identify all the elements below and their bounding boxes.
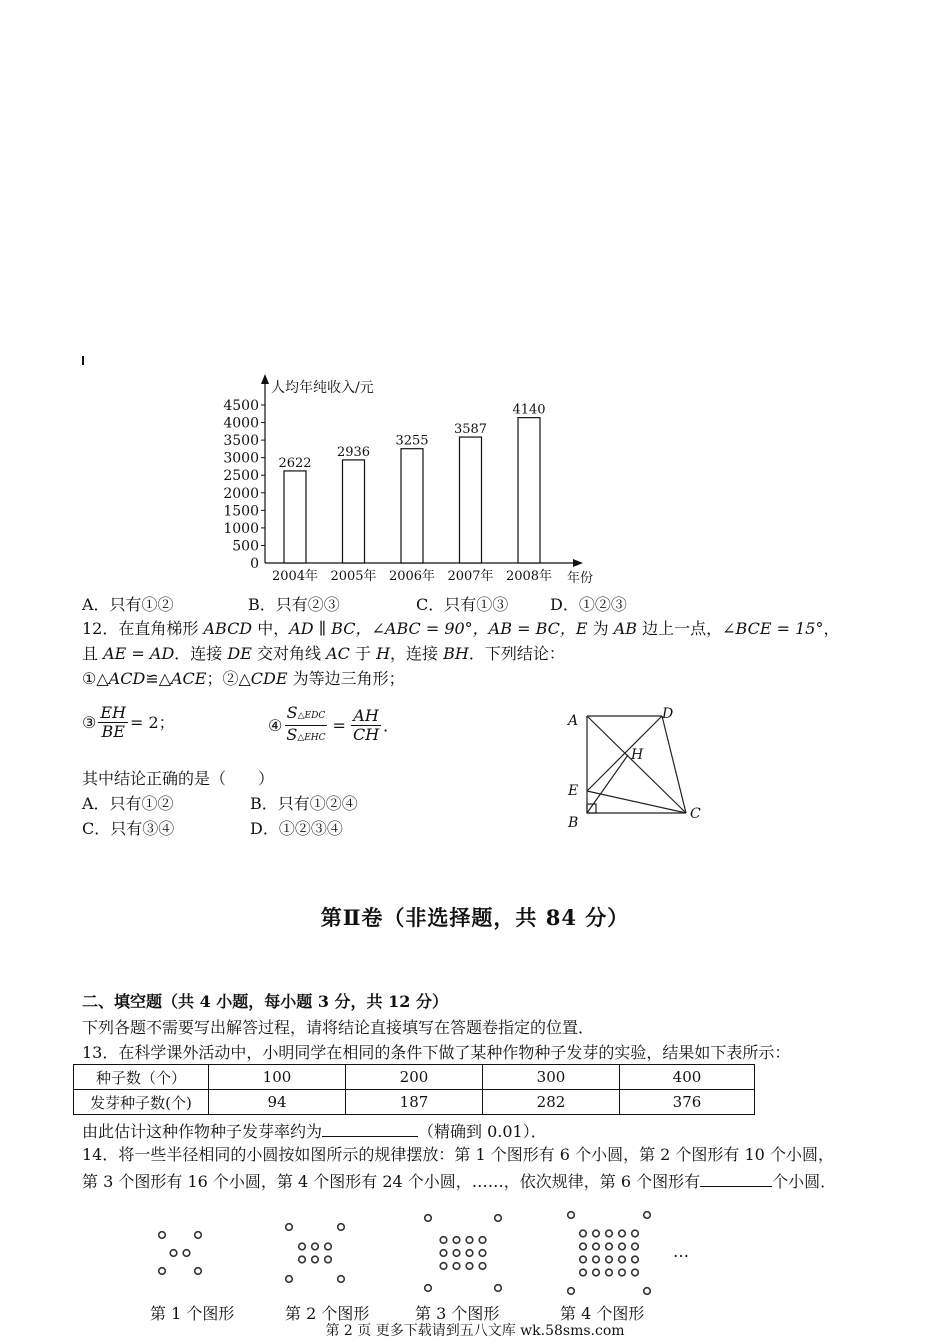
x-axis-label: 年份 <box>567 571 594 586</box>
q12-line-2 <box>82 644 565 664</box>
bar-value-label: 3587 <box>453 422 488 438</box>
q12-math: ≌ <box>145 669 159 688</box>
small-circle <box>159 1268 166 1275</box>
small-circle <box>632 1243 639 1250</box>
q12-option-c: C．只有③④ <box>82 819 175 838</box>
area-symbol: S <box>286 725 298 744</box>
small-circle <box>632 1269 639 1276</box>
small-circle <box>440 1263 447 1270</box>
q14-text: 个小圆． <box>772 1172 837 1191</box>
figure-label-2: 第 2 个图形 <box>285 1304 370 1323</box>
q12-text: ④ <box>268 715 283 735</box>
q12-text: ， <box>823 619 840 638</box>
q12-math: ∠BCE = 15° <box>722 619 824 638</box>
q12-text: ③ <box>82 712 97 732</box>
small-circle <box>286 1276 293 1283</box>
label-e: E <box>568 783 579 799</box>
table-cell: 282 <box>483 1090 620 1115</box>
y-tick-label: 1500 <box>223 503 259 520</box>
q12-text: 于 <box>349 644 377 663</box>
table-cell: 200 <box>346 1065 483 1090</box>
q13-text: （精确到 0.01）． <box>418 1122 547 1141</box>
small-circle <box>580 1256 587 1263</box>
q12-math: △ACE <box>158 669 207 688</box>
label-h: H <box>631 747 644 763</box>
table-cell: 发芽种子数(个) <box>74 1090 209 1115</box>
table-cell: 94 <box>209 1090 346 1115</box>
q12-text: 边上一点， <box>637 619 723 638</box>
bar-value-label: 3255 <box>395 433 429 449</box>
q12-option-a: A．只有①② <box>82 794 174 813</box>
diagonal-ac <box>587 716 686 813</box>
x-tick-label: 2006年 <box>388 569 436 584</box>
stray-mark <box>82 356 84 365</box>
q12-text: ．连接 <box>174 644 228 663</box>
small-circle <box>644 1288 651 1295</box>
table-row <box>74 1065 755 1090</box>
page-footer: 第 2 页 更多下载请到五八文库 wk.58sms.com <box>325 1323 625 1339</box>
q12-text: 中， <box>252 619 290 638</box>
answer-blank[interactable] <box>700 1170 772 1187</box>
label-b: B <box>568 815 579 830</box>
y-axis-arrow <box>261 374 269 384</box>
small-circle <box>568 1212 575 1219</box>
small-circle <box>299 1256 306 1263</box>
small-circle <box>425 1285 432 1292</box>
figure-label-1: 第 1 个图形 <box>150 1304 235 1323</box>
small-circle <box>479 1250 486 1257</box>
section-2-heading: 二、填空题（共 4 小题，每小题 3 分，共 12 分） <box>82 992 448 1011</box>
table-row <box>74 1090 755 1115</box>
q12-math: AE = AD <box>103 644 175 663</box>
q12-text: = 2； <box>129 712 175 732</box>
fraction-denominator: BE <box>101 722 125 741</box>
x-tick-label: 2008年 <box>505 569 553 584</box>
small-circle <box>195 1268 202 1275</box>
q12-text: 交对角线 <box>251 644 327 663</box>
small-circle <box>325 1243 332 1250</box>
bar-value-label: 2936 <box>336 444 371 460</box>
q12-option-d: D．①②③④ <box>250 819 343 838</box>
q14-line-1: 14．将一些半径相同的小圆按如图所示的规律摆放：第 1 个图形有 6 个小圆，第 2 个图形有 10 个小圆， <box>82 1145 834 1164</box>
q12-text: 为等边三角形； <box>287 669 405 688</box>
small-circle <box>593 1269 600 1276</box>
small-circle <box>593 1256 600 1263</box>
bar <box>284 471 306 563</box>
seed-table <box>73 1064 755 1115</box>
q12-math: AC <box>326 644 350 663</box>
small-circle <box>453 1263 460 1270</box>
small-circle <box>286 1224 293 1231</box>
q12-text: ① <box>82 669 97 688</box>
bar-value-label: 4140 <box>512 402 546 418</box>
area-subscript: △EHC <box>297 733 326 743</box>
fraction-denominator: CH <box>352 725 380 744</box>
q12-fraction <box>351 707 381 744</box>
fraction-numerator: AH <box>353 706 379 725</box>
q12-math: DE <box>227 644 252 663</box>
circle-pattern-figures <box>140 1205 700 1305</box>
small-circle <box>440 1237 447 1244</box>
table-cell: 376 <box>620 1090 755 1115</box>
q12-conclusion-4 <box>268 704 399 747</box>
small-circle <box>580 1230 587 1237</box>
y-tick-label: 4000 <box>223 415 259 432</box>
label-a: A <box>568 713 579 729</box>
label-d: D <box>662 706 674 722</box>
small-circle <box>632 1256 639 1263</box>
q12-text: = <box>332 715 346 735</box>
y-tick-label: 3000 <box>223 450 259 467</box>
small-circle <box>606 1243 613 1250</box>
small-circle <box>568 1288 575 1295</box>
small-circle <box>159 1232 166 1239</box>
q12-area-fraction <box>284 704 327 747</box>
q13-answer-line <box>82 1120 547 1142</box>
table-cell: 400 <box>620 1065 755 1090</box>
small-circle <box>425 1215 432 1222</box>
y-tick-label: 2000 <box>223 485 259 502</box>
trapezoid-figure <box>560 700 710 830</box>
small-circle <box>466 1250 473 1257</box>
small-circle <box>466 1263 473 1270</box>
q12-text: ；② <box>206 669 239 688</box>
part-2-title: 第Ⅱ卷（非选择题，共 84 分） <box>320 905 630 930</box>
q11-option-b: B．只有②③ <box>248 595 340 614</box>
small-circle <box>299 1243 306 1250</box>
table-cell: 种子数（个） <box>74 1065 209 1090</box>
small-circle <box>495 1285 502 1292</box>
table-cell: 187 <box>346 1090 483 1115</box>
q12-text: ． <box>383 715 400 735</box>
small-circle <box>580 1269 587 1276</box>
y-axis-label: 人均年纯收入/元 <box>271 380 374 396</box>
x-tick-label: 2005年 <box>330 569 377 584</box>
area-subscript: △EDC <box>297 711 326 721</box>
q12-line-1 <box>82 619 839 639</box>
q11-option-c: C．只有①③ <box>416 595 509 614</box>
figure-label-3: 第 3 个图形 <box>415 1304 500 1323</box>
small-circle <box>619 1243 626 1250</box>
q12-conclusions-1-2 <box>82 669 405 689</box>
small-circle <box>170 1250 177 1257</box>
table-cell: 100 <box>209 1065 346 1090</box>
area-symbol: S <box>286 703 298 722</box>
small-circle <box>606 1269 613 1276</box>
bar <box>460 437 482 563</box>
label-c: C <box>690 806 701 822</box>
y-tick-label: 0 <box>250 556 259 572</box>
small-circle <box>312 1256 319 1263</box>
small-circle <box>593 1243 600 1250</box>
small-circle <box>632 1230 639 1237</box>
q13-text: 由此估计这种作物种子发芽率约为 <box>82 1122 323 1141</box>
q12-fraction <box>98 704 128 741</box>
q12-option-b: B．只有①②④ <box>250 794 358 813</box>
small-circle <box>479 1237 486 1244</box>
q12-math: △ACD <box>96 669 146 688</box>
q12-math: ABCD <box>203 619 253 638</box>
q12-text: ．下列结论： <box>468 644 565 663</box>
y-tick-label: 2500 <box>223 468 259 485</box>
x-axis-arrow <box>573 559 583 567</box>
q13-text: 13．在科学课外活动中，小明同学在相同的条件下做了某种作物种子发芽的实验，结果如下表所示： <box>82 1043 791 1062</box>
q12-math: AB <box>613 619 638 638</box>
q12-text: 12．在直角梯形 <box>82 619 204 638</box>
small-circle <box>619 1256 626 1263</box>
small-circle <box>479 1263 486 1270</box>
x-tick-label: 2007年 <box>447 569 494 584</box>
small-circle <box>453 1237 460 1244</box>
table-cell: 300 <box>483 1065 620 1090</box>
segment-ec <box>587 791 686 813</box>
small-circle <box>312 1243 319 1250</box>
x-tick-label: 2004年 <box>271 569 319 584</box>
segment-dc <box>662 716 686 813</box>
bar <box>401 449 423 563</box>
q12-math: △CDE <box>238 669 288 688</box>
q12-math: H <box>376 644 391 663</box>
q12-math: AD ∥ BC，∠ABC = 90°，AB = BC，E <box>289 619 588 638</box>
section-2-intro: 下列各题不需要写出解答过程，请将结论直接填写在答题卷指定的位置． <box>82 1018 595 1037</box>
small-circle <box>338 1276 345 1283</box>
q12-text: 且 <box>82 644 104 663</box>
y-tick-label: 1000 <box>223 520 259 537</box>
y-tick-label: 4500 <box>223 398 259 414</box>
small-circle <box>440 1250 447 1257</box>
answer-blank[interactable] <box>322 1120 418 1137</box>
fraction-numerator: EH <box>100 703 126 722</box>
pattern-ellipsis: … <box>673 1242 689 1261</box>
small-circle <box>466 1237 473 1244</box>
small-circle <box>619 1230 626 1237</box>
y-tick-label: 3500 <box>223 433 259 450</box>
q14-text: 第 3 个图形有 16 个小圆，第 4 个图形有 24 个小圆，……，依次规律，第 6 个图形有 <box>82 1172 701 1191</box>
small-circle <box>183 1250 190 1257</box>
small-circle <box>325 1256 332 1263</box>
q12-question: 其中结论正确的是（ ） <box>82 769 275 788</box>
small-circle <box>580 1243 587 1250</box>
bar <box>518 418 540 563</box>
q12-conclusion-3 <box>82 704 175 741</box>
small-circle <box>619 1269 626 1276</box>
small-circle <box>495 1215 502 1222</box>
small-circle <box>606 1256 613 1263</box>
figure-label-4: 第 4 个图形 <box>560 1304 645 1323</box>
q12-text: 为 <box>587 619 614 638</box>
income-bar-chart <box>215 370 615 595</box>
small-circle <box>593 1230 600 1237</box>
small-circle <box>338 1224 345 1231</box>
bar <box>343 460 365 563</box>
small-circle <box>606 1230 613 1237</box>
q11-option-a: A．只有①② <box>82 595 174 614</box>
small-circle <box>195 1232 202 1239</box>
small-circle <box>644 1212 651 1219</box>
q12-text: ，连接 <box>390 644 444 663</box>
bar-value-label: 2622 <box>278 455 312 471</box>
y-tick-label: 500 <box>232 538 259 555</box>
q11-option-d: D．①②③ <box>550 595 627 614</box>
q12-math: BH <box>443 644 469 663</box>
small-circle <box>453 1250 460 1257</box>
q14-line-2 <box>82 1170 836 1192</box>
